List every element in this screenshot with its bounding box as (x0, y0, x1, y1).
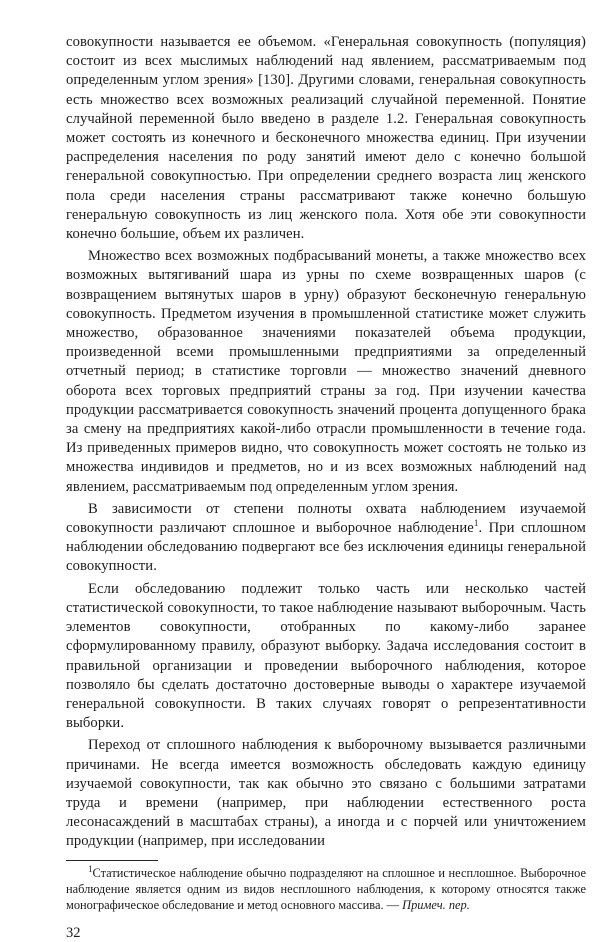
paragraph-observation-types (66, 500, 586, 577)
paragraph-transition-reasons: Переход от сплошного наблюдения к выборочному вызывается различными причинами. Не всегда имеется возможность обследовать каждую единицу изучаемой совокупности, так как обычно это связано с большими затратами труда и времени (например, при наблюдении естественного роста лесонасаждений в масштабах страны), а иногда и с порчей или уничтожением продукции (например, при исследовании (66, 737, 586, 850)
paragraph-observation-types-end: . При сплошном наблюдении обследованию подвергают все без исключения единицы генеральной совокупности. (66, 520, 586, 575)
paragraph-sample-definition: Если обследованию подлежит только часть или несколько частей статистической совокупности, то такое наблюдение называют выборочным. Часть элементов совокупности, отобранных по какому-либо заранее сформулированному правилу, образуют выборку. Задача исследования состоит в правильной организации и проведении выборочного наблюдения, которое позволяло бы сделать достаточно достоверные выводы о характере изучаемой генеральной совокупности. В таких случаях говорят о репрезентативности выборки. (66, 580, 586, 732)
footnote-reference: 1 (473, 518, 479, 529)
footnote-text: Статистическое наблюдение обычно подразделяют на сплошное и несплошное. Выборочное наблюдение является одним из видов несплошного наблюдения, к которому относятся также монографическое обследование и метод основного массива. — (66, 865, 586, 912)
paragraph-coin-example: Множество всех возможных подбрасываний монеты, а также множество всех возможных вытягиваний шара из урны по схеме возвращенных шаров (с возвращением вытянутых шаров в урну) образуют бесконечную генеральную совокупность. Предметом изучения в промышленной статистике может служить множество, образованное значениями показателей объема продукции, произведенной всеми промышленными предприятиями за определенный отчетный период; в статистике торговли — множество значений дневного оборота всех торговых предприятий страны за год. При изучении качества продукции рассматривается совокупность значений процента допущенного брака за смену на предприятиях какой-либо отрасли промышленности в течение года. Из приведенных примеров видно, что совокупность может состоять не только из множества индивидов и предметов, но и из всех возможных наблюдений над явлением, рассматриваемым под определенным углом зрения. (66, 248, 586, 495)
footnote-divider (66, 860, 158, 861)
paragraph-continuation: совокупности называется ее объемом. «Генеральная совокупность (популяция) состоит из всех мыслимых наблюдений над явлением, рассматриваемым под определенным углом зрения» [130]. Другими словами, генеральная совокупность есть множество всех возможных реализаций случайной переменной. Понятие случайной переменной было введено в разделе 1.2. Генеральная совокупность может состоять из конечного и бесконечного множества единиц. При изучении распределения населения по роду занятий имеют дело с конечно большой генеральной совокупностью. При определении среднего возраста лиц женского пола среди населения страны рассматривают также конечно большую генеральную совокупность из лиц женского пола. Хотя обе эти совокупности конечно большие, объем их различен. (66, 34, 586, 243)
book-page (66, 33, 586, 942)
footnote (66, 865, 586, 913)
translator-note: Примеч. пер. (402, 897, 470, 912)
page-number: 32 (66, 924, 81, 941)
paragraph-observation-types-start: В зависимости от степени полноты охвата наблюдением изучаемой совокупности различают сплошное и выборочное наблюдение (66, 500, 586, 537)
footnote-marker: 1 (88, 863, 93, 874)
main-text (66, 33, 586, 852)
